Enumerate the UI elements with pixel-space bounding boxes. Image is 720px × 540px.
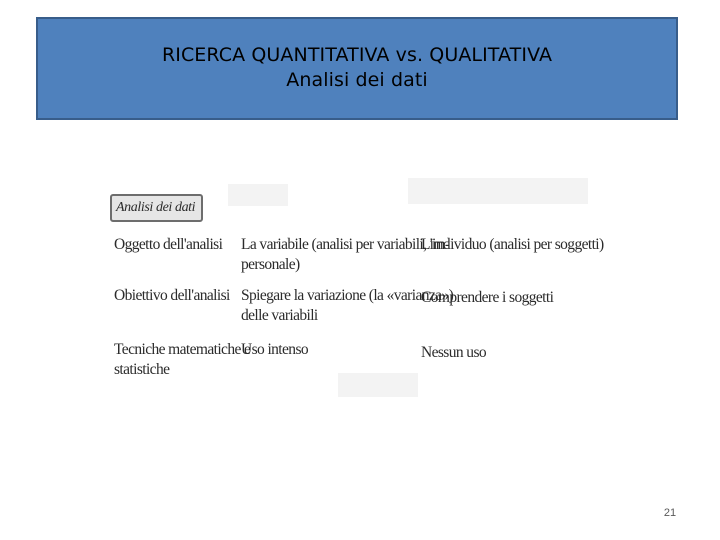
cell-obiettivo-quantitativa-line1: Spiegare la variazione (la «varianza»): [241, 287, 454, 304]
cell-tecniche-qualitativa: Nessun uso: [421, 344, 487, 361]
cell-obiettivo-qualitativa: Comprendere i soggetti: [421, 289, 554, 306]
cell-oggetto-qualitativa: L'individuo (analisi per soggetti): [421, 236, 604, 253]
table-header-cell: Analisi dei dati: [110, 194, 203, 222]
slide-subtitle: Analisi dei dati: [286, 69, 428, 91]
slide-title-box: [36, 17, 678, 120]
slide-title: RICERCA QUANTITATIVA vs. QUALITATIVA: [161, 44, 553, 66]
scanned-table-image: [108, 178, 604, 400]
cell-oggetto-quantitativa-line2: personale): [241, 256, 300, 273]
cell-tecniche-quantitativa: Uso intenso: [241, 341, 309, 358]
cell-obiettivo-quantitativa-line2: delle variabili: [241, 307, 318, 324]
row-label-oggetto: Oggetto dell'analisi: [114, 236, 223, 253]
row-label-obiettivo: Obiettivo dell'analisi: [114, 287, 230, 304]
cell-oggetto-quantitativa-line1: La variabile (analisi per variabili, im-: [241, 236, 450, 253]
row-label-tecniche-line1: Tecniche matematiche e: [114, 341, 251, 358]
row-label-tecniche-line2: statistiche: [114, 361, 170, 378]
scan-smudge: [408, 178, 588, 204]
scan-smudge: [228, 184, 288, 206]
scan-smudge: [338, 373, 418, 397]
slide-page-number: 21: [663, 507, 677, 519]
